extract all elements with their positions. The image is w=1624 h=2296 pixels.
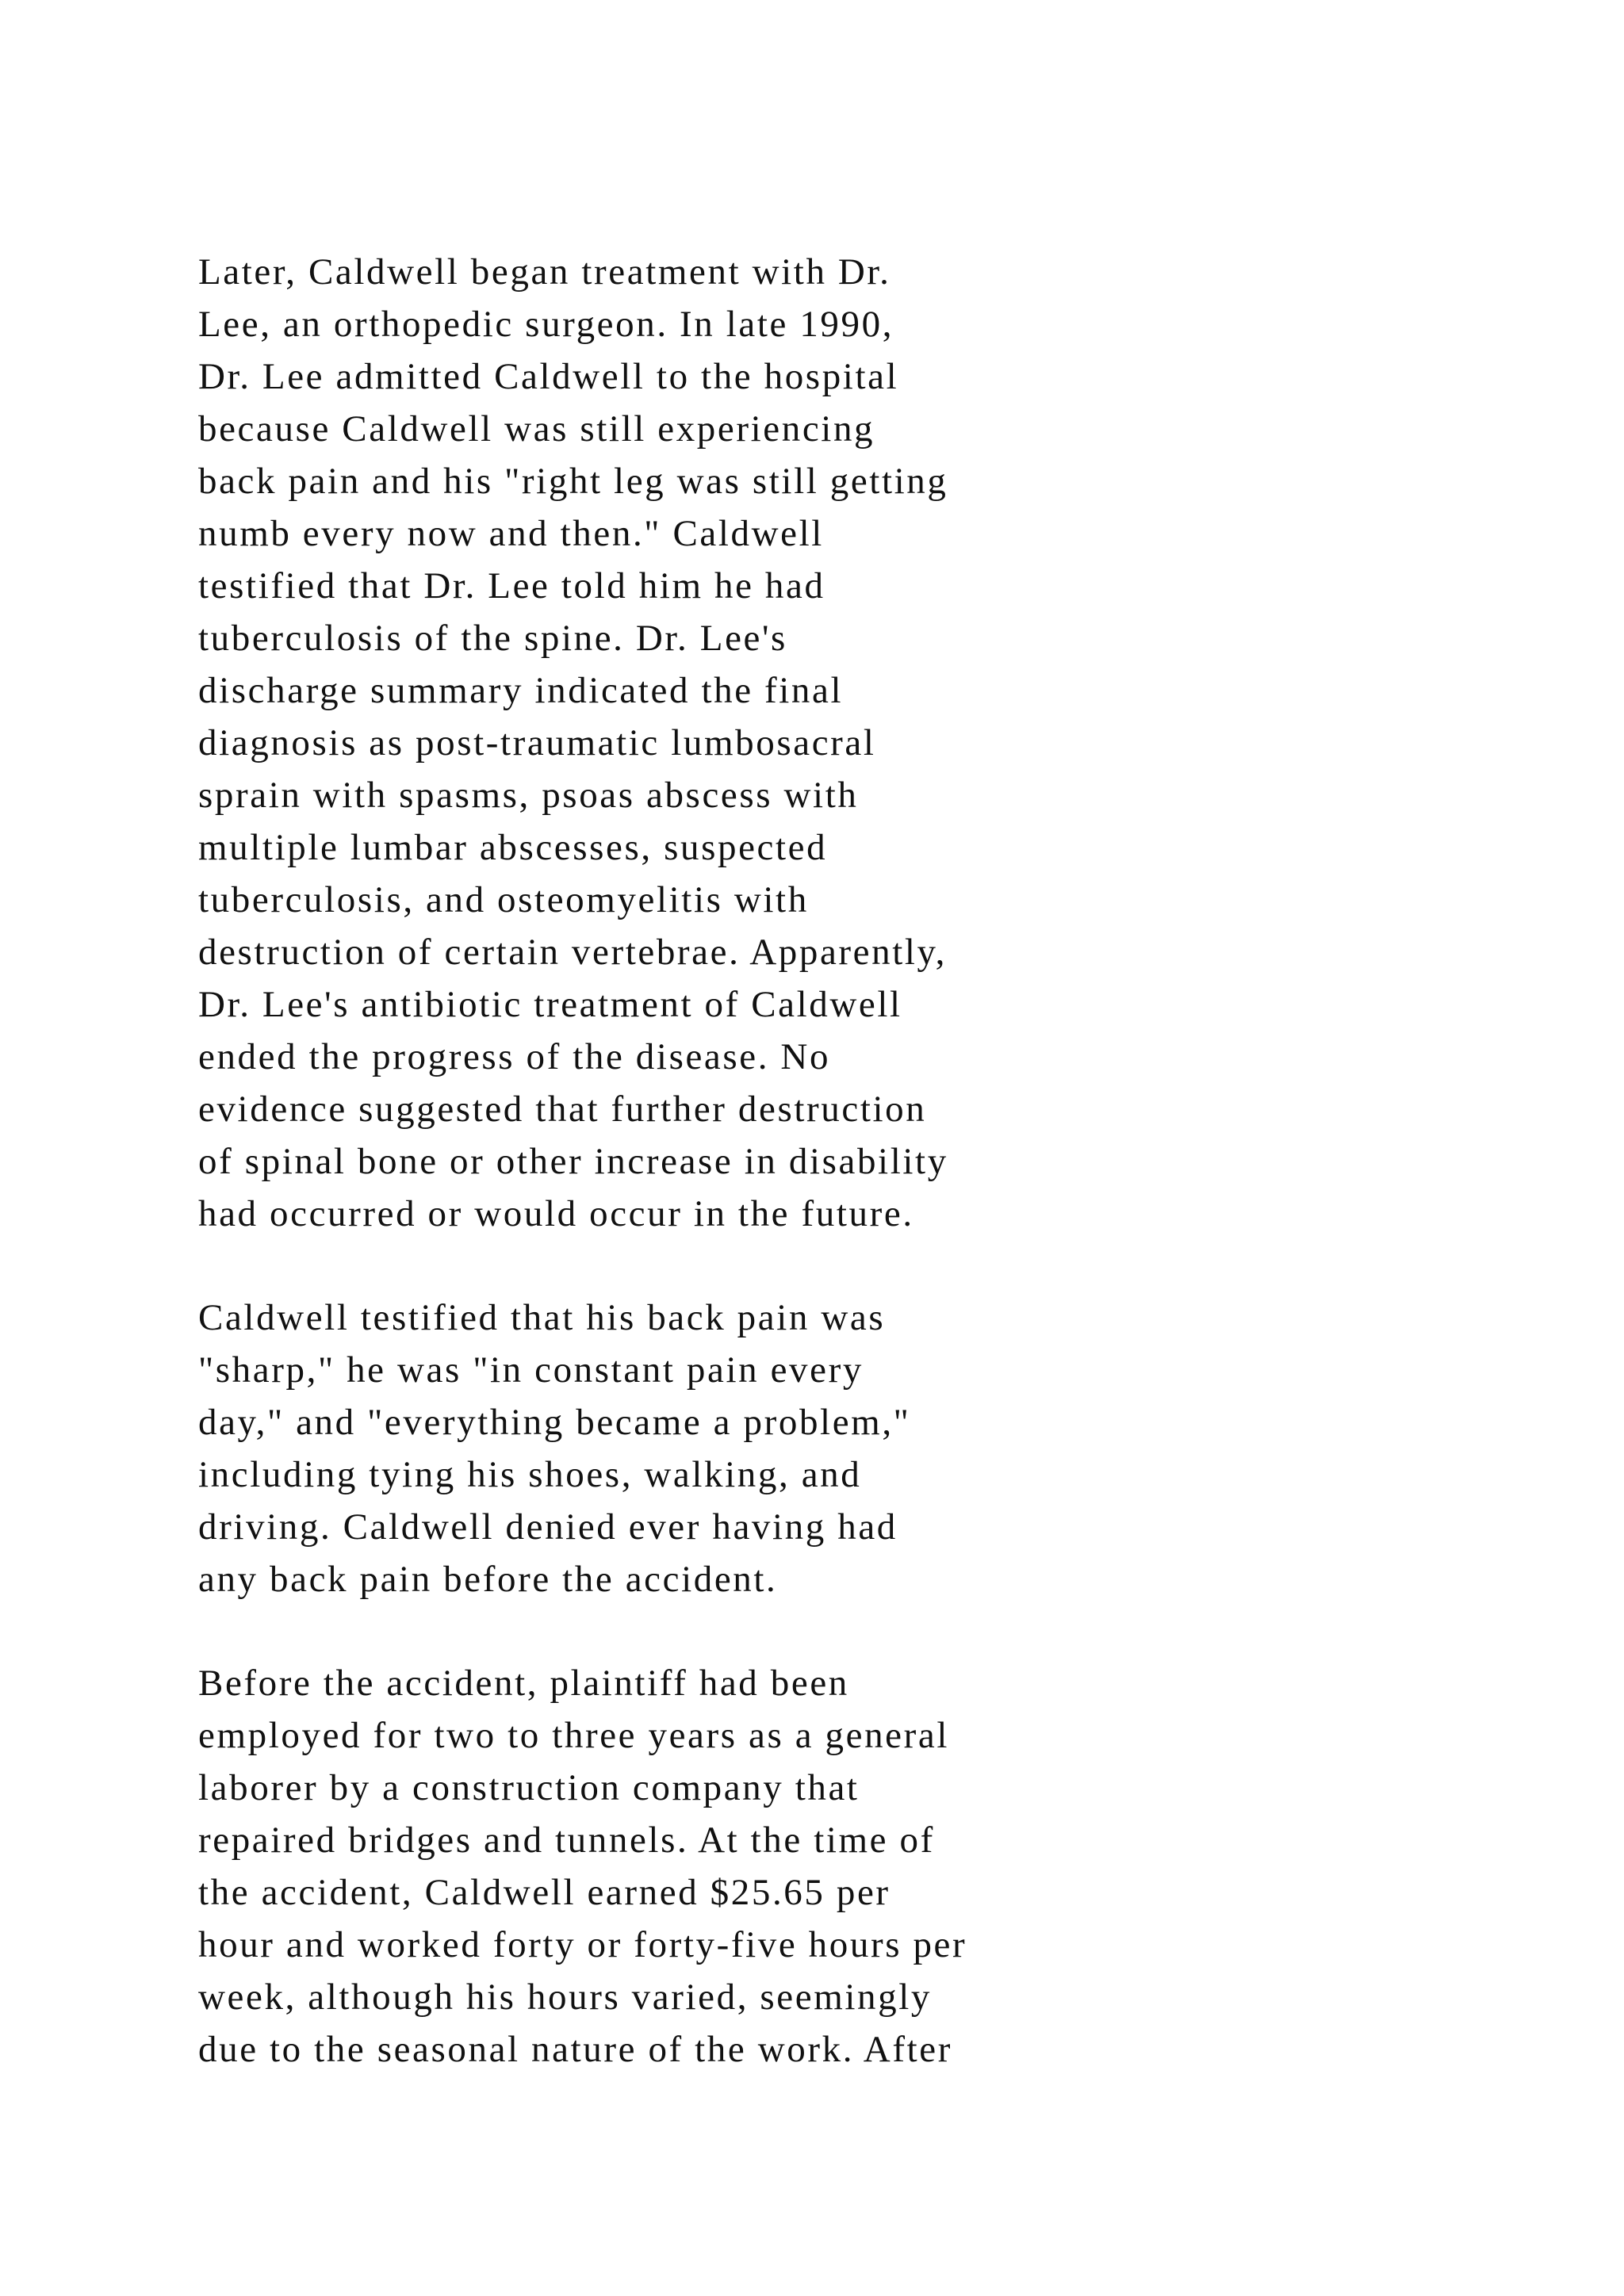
text-line: repaired bridges and tunnels. At the time of: [198, 1820, 935, 1861]
text-line: numb every now and then." Caldwell: [198, 513, 824, 554]
paragraph-treatment: [198, 246, 1150, 1240]
text-line: due to the seasonal nature of the work. After: [198, 2029, 952, 2070]
text-line: because Caldwell was still experiencing: [198, 408, 875, 450]
paragraph-testimony: [198, 1292, 1150, 1605]
text-line: hour and worked forty or forty-five hours per: [198, 1924, 967, 1965]
document-body: [198, 246, 1150, 2127]
text-line: any back pain before the accident.: [198, 1559, 778, 1600]
text-line: Dr. Lee's antibiotic treatment of Caldwell: [198, 984, 902, 1025]
text-line: Lee, an orthopedic surgeon. In late 1990,: [198, 304, 894, 345]
text-line: of spinal bone or other increase in disability: [198, 1141, 948, 1182]
text-line: Caldwell testified that his back pain was: [198, 1297, 886, 1338]
text-line: week, although his hours varied, seemingly: [198, 1976, 932, 2018]
text-line: multiple lumbar abscesses, suspected: [198, 827, 828, 868]
text-line: tuberculosis of the spine. Dr. Lee's: [198, 618, 787, 659]
text-line: Later, Caldwell began treatment with Dr.: [198, 251, 891, 293]
text-line: testified that Dr. Lee told him he had: [198, 565, 825, 607]
text-line: evidence suggested that further destruction: [198, 1089, 927, 1130]
text-line: day," and "everything became a problem,": [198, 1402, 911, 1443]
text-line: Before the accident, plaintiff had been: [198, 1663, 849, 1704]
text-line: destruction of certain vertebrae. Apparently,: [198, 932, 947, 973]
text-line: driving. Caldwell denied ever having had: [198, 1506, 898, 1548]
text-line: Dr. Lee admitted Caldwell to the hospital: [198, 356, 899, 397]
text-line: "sharp," he was "in constant pain every: [198, 1349, 864, 1391]
text-line: employed for two to three years as a general: [198, 1715, 949, 1756]
text-line: discharge summary indicated the final: [198, 670, 844, 711]
paragraph-employment: [198, 1657, 1150, 2076]
text-line: back pain and his "right leg was still getting: [198, 461, 948, 502]
text-line: laborer by a construction company that: [198, 1767, 860, 1808]
text-line: ended the progress of the disease. No: [198, 1036, 831, 1077]
text-line: tuberculosis, and osteomyelitis with: [198, 879, 809, 920]
text-line: sprain with spasms, psoas abscess with: [198, 775, 859, 816]
text-line: had occurred or would occur in the future.: [198, 1193, 914, 1234]
text-line: the accident, Caldwell earned $25.65 per: [198, 1872, 891, 1913]
text-line: diagnosis as post-traumatic lumbosacral: [198, 722, 876, 763]
text-line: including tying his shoes, walking, and: [198, 1454, 862, 1495]
